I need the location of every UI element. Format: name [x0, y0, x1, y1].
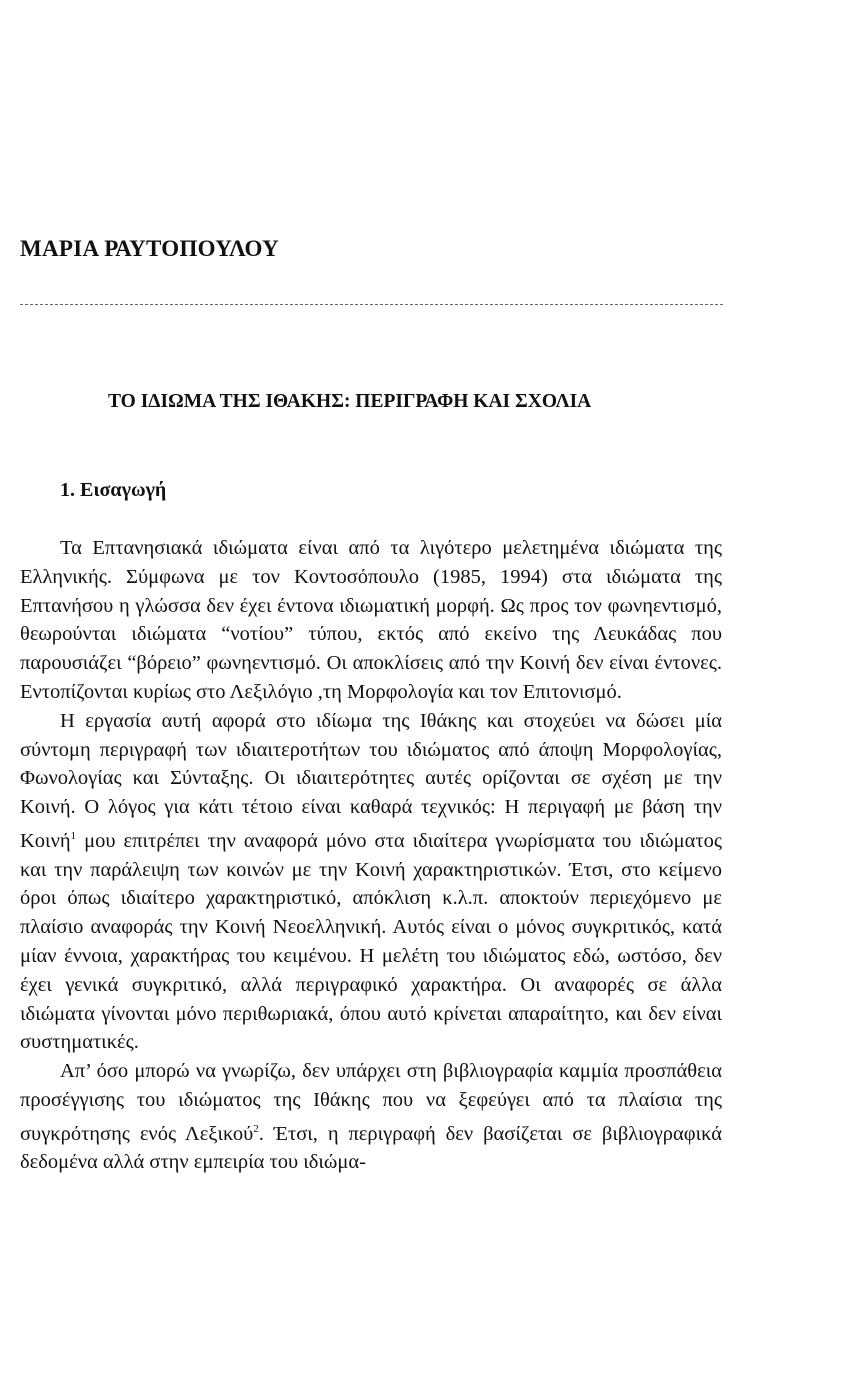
paragraph-2-text-a: Η εργασία αυτή αφορά στο ιδίωμα της Ιθάκης και στοχεύει να δώσει μία σύντομη περιγραφή των ιδιαιτεροτήτων του ιδιώματος από άποψη Μορφολογίας, Φωνολογίας και Σύνταξης. Οι ιδιαιτερότητες αυτές ορίζονται σε σχέση με την Κοινή. Ο λόγος για κάτι τέτοιο είναι καθαρά τεχνικός: Η περιγαφή με βάση την Κοινή	[20, 709, 722, 852]
paragraph-1-text: Τα Επτανησιακά ιδιώματα είναι από τα λιγότερο μελετημένα ιδιώματα της Ελληνικής. Σύμφωνα με τον Κοντοσόπουλο (1985, 1994) στα ιδιώματα της Επτανήσου η γλώσσα δεν έχει έντονα ιδιωματική μορφή. Ως προς τον φωνηεντισμό, θεωρούνται ιδιώματα “νοτίου” τύπου, εκτός από εκείνο της Λευκάδας που παρουσιάζει “βόρειο” φωνηεντισμό. Οι αποκλίσεις από την Κοινή δεν είναι έντονες. Εντοπίζονται κυρίως στο Λεξιλόγιο ,τη Μορφολογία και τον Επιτονισμό.	[20, 537, 722, 703]
paragraph-2-text-b: μου επιτρέπει την αναφορά μόνο στα ιδιαίτερα γνωρίσματα του ιδιώματος και την παράλειψη των κοινών με την Κοινή χαρακτηριστικών. Έτσι, στο κείμενο όροι όπως ιδιαίτερο χαρακτηριστικό, απόκλιση κ.λ.π. αποκτούν περιεχόμενο με πλαίσιο αναφοράς την Κοινή Νεοελληνική. Αυτός είναι ο μόνος συγκριτικός, κατά μίαν έννοια, χαρακτήρας του κειμένου. Η μελέτη του ιδιώματος εδώ, ωστόσο, δεν έχει γενικά συγκριτικό, αλλά περιγραφικό χαρακτήρα. Οι αναφορές σε άλλα ιδιώματα γίνονται μόνο περιθωριακά, όπου αυτό κρίνεται απαραίτητο, και δεν είναι συστηματικές.	[20, 829, 722, 1054]
paragraph-2	[20, 707, 722, 1057]
section-heading: 1. Εισαγωγή	[60, 479, 167, 501]
footnote-marker-1: 1	[70, 829, 77, 842]
footnote-marker-2: 2	[253, 1122, 259, 1135]
author-name: ΜΑΡΙΑ ΡΑΥΤΟΠΟΥΛΟΥ	[20, 236, 280, 261]
paragraph-1	[20, 534, 722, 707]
paper-title: ΤΟ ΙΔΙΩΜΑ ΤΗΣ ΙΘΑΚΗΣ: ΠΕΡΙΓΡΑΦΗ ΚΑΙ ΣΧΟΛΙΑ	[108, 391, 592, 412]
paragraph-3-text-b: . Έτσι, η περιγραφή δεν βασίζεται σε βιβλιογραφικά δεδομένα αλλά στην εμπειρία του ιδιώμα-	[20, 1122, 722, 1174]
paragraph-3-text-a: Απ’ όσο μπορώ να γνωρίζω, δεν υπάρχει στη βιβλιογραφία καμμία προσπάθεια προσέγγισης του ιδιώματος της Ιθάκης που να ξεφεύγει από τα πλαίσια της συγκρότησης ενός Λεξικού	[20, 1060, 722, 1145]
paragraph-3	[20, 1057, 722, 1177]
body-text	[20, 534, 722, 1177]
header-rule	[20, 304, 723, 305]
